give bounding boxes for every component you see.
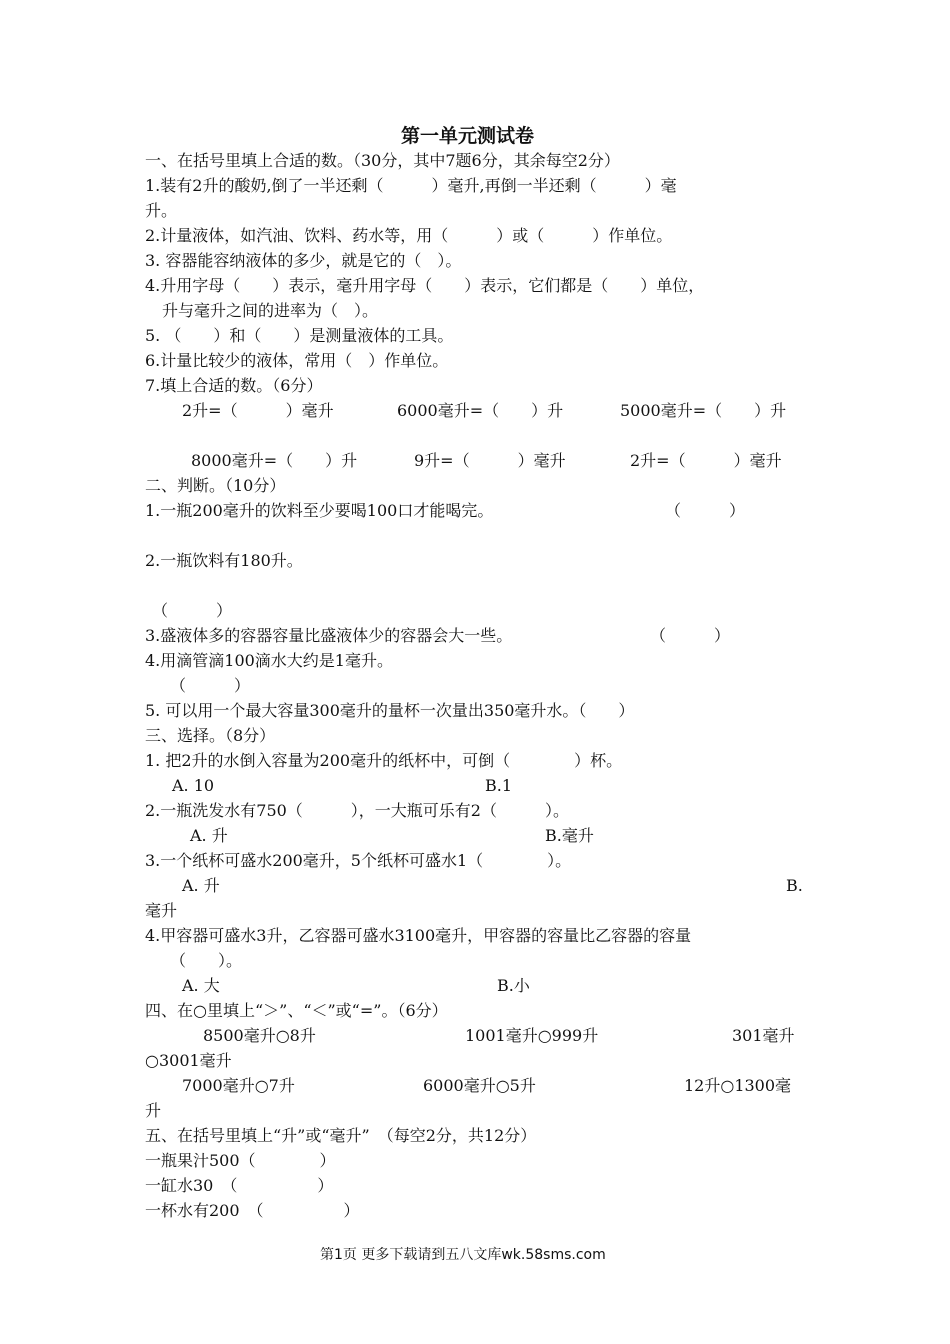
s3-q3-option-a: A. 升 — [182, 876, 220, 895]
s1-question-2: 2.计量液体，如汽油、饮料、药水等，用（ ）或（ ）作单位。 — [145, 226, 673, 245]
s3-q2-option-b: B.毫升 — [545, 826, 594, 845]
s2-question-1: 1.一瓶200毫升的饮料至少要喝100口才能喝完。 — [145, 501, 494, 520]
s1-question-4-line2: 升与毫升之间的进率为（ ）。 — [162, 301, 379, 320]
q7-item-3: 5000毫升=（ ）升 — [620, 401, 787, 420]
s1-question-3: 3. 容器能容纳液体的多少，就是它的（ ）。 — [145, 251, 462, 270]
s2-question-4: 4.用滴管滴100滴水大约是1毫升。 — [145, 651, 393, 670]
s1-question-7: 7.填上合适的数。（6分） — [145, 376, 323, 395]
s2-question-3-blank: （ ） — [650, 626, 731, 645]
section1-heading: 一、在括号里填上合适的数。（30分，其中7题6分，其余每空2分） — [145, 151, 620, 170]
s3-q4-option-b: B.小 — [497, 976, 530, 995]
s3-q3-option-b: B. — [786, 876, 803, 895]
s2-question-1-blank: （ ） — [665, 501, 746, 520]
s1-question-1-line2: 升。 — [145, 201, 178, 220]
q7-item-6: 2升=（ ）毫升 — [630, 451, 782, 470]
s3-question-2: 2.一瓶洗发水有750（ ），一大瓶可乐有2（ ）。 — [145, 801, 569, 820]
q7-item-2: 6000毫升=（ ）升 — [397, 401, 564, 420]
s4-compare-2: 1001毫升○999升 — [465, 1026, 599, 1045]
s1-question-6: 6.计量比较少的液体，常用（ ）作单位。 — [145, 351, 449, 370]
s3-q3-option-b-cont: 毫升 — [145, 901, 178, 920]
s4-compare-6: 12升○1300毫 — [684, 1076, 792, 1095]
s3-q1-option-b: B.1 — [485, 776, 513, 795]
s4-compare-3-cont: ○3001毫升 — [145, 1051, 232, 1070]
s4-compare-5: 6000毫升○5升 — [423, 1076, 536, 1095]
s2-question-2-blank: （ ） — [152, 601, 233, 620]
s1-question-4-line1: 4.升用字母（ ）表示，毫升用字母（ ）表示，它们都是（ ）单位， — [145, 276, 705, 295]
s3-question-3: 3.一个纸杯可盛水200毫升，5个纸杯可盛水1（ ）。 — [145, 851, 572, 870]
section3-heading: 三、选择。（8分） — [145, 726, 276, 745]
s2-question-4-blank: （ ） — [170, 676, 251, 695]
s2-question-5: 5. 可以用一个最大容量300毫升的量杯一次量出350毫升水。（ ） — [145, 701, 635, 720]
s5-question-1: 一瓶果汁500（ ） — [145, 1151, 336, 1170]
s3-question-1: 1. 把2升的水倒入容量为200毫升的纸杯中，可倒（ ）杯。 — [145, 751, 623, 770]
page-footer: 第1页 更多下载请到五八文库wk.58sms.com — [320, 1247, 606, 1263]
section5-heading: 五、在括号里填上“升”或“毫升” （每空2分，共12分） — [145, 1126, 537, 1145]
s4-compare-6-cont: 升 — [145, 1101, 162, 1120]
section4-heading: 四、在○里填上“＞”、“＜”或“=”。（6分） — [145, 1001, 448, 1020]
s4-compare-4: 7000毫升○7升 — [182, 1076, 295, 1095]
s3-q4-option-a: A. 大 — [182, 976, 220, 995]
s3-question-4: 4.甲容器可盛水3升，乙容器可盛水3100毫升，甲容器的容量比乙容器的容量 — [145, 926, 692, 945]
s4-compare-3: 301毫升 — [732, 1026, 795, 1045]
s5-question-3: 一杯水有200 （ ） — [145, 1201, 360, 1220]
s4-compare-1: 8500毫升○8升 — [203, 1026, 316, 1045]
section2-heading: 二、判断。（10分） — [145, 476, 286, 495]
s1-question-1-line1: 1.装有2升的酸奶,倒了一半还剩（ ）毫升,再倒一半还剩（ ）毫 — [145, 176, 677, 195]
s2-question-2: 2.一瓶饮料有180升。 — [145, 551, 303, 570]
page-title: 第一单元测试卷 — [401, 125, 535, 147]
q7-item-4: 8000毫升=（ ）升 — [191, 451, 358, 470]
q7-item-1: 2升=（ ）毫升 — [182, 401, 334, 420]
s2-question-3: 3.盛液体多的容器容量比盛液体少的容器会大一些。 — [145, 626, 513, 645]
s1-question-5: 5. （ ）和（ ）是测量液体的工具。 — [145, 326, 454, 345]
s3-q2-option-a: A. 升 — [190, 826, 228, 845]
s3-question-4-blank: （ ）。 — [170, 951, 243, 970]
s3-q1-option-a: A. 10 — [172, 776, 215, 795]
s5-question-2: 一缸水30 （ ） — [145, 1176, 334, 1195]
q7-item-5: 9升=（ ）毫升 — [414, 451, 566, 470]
